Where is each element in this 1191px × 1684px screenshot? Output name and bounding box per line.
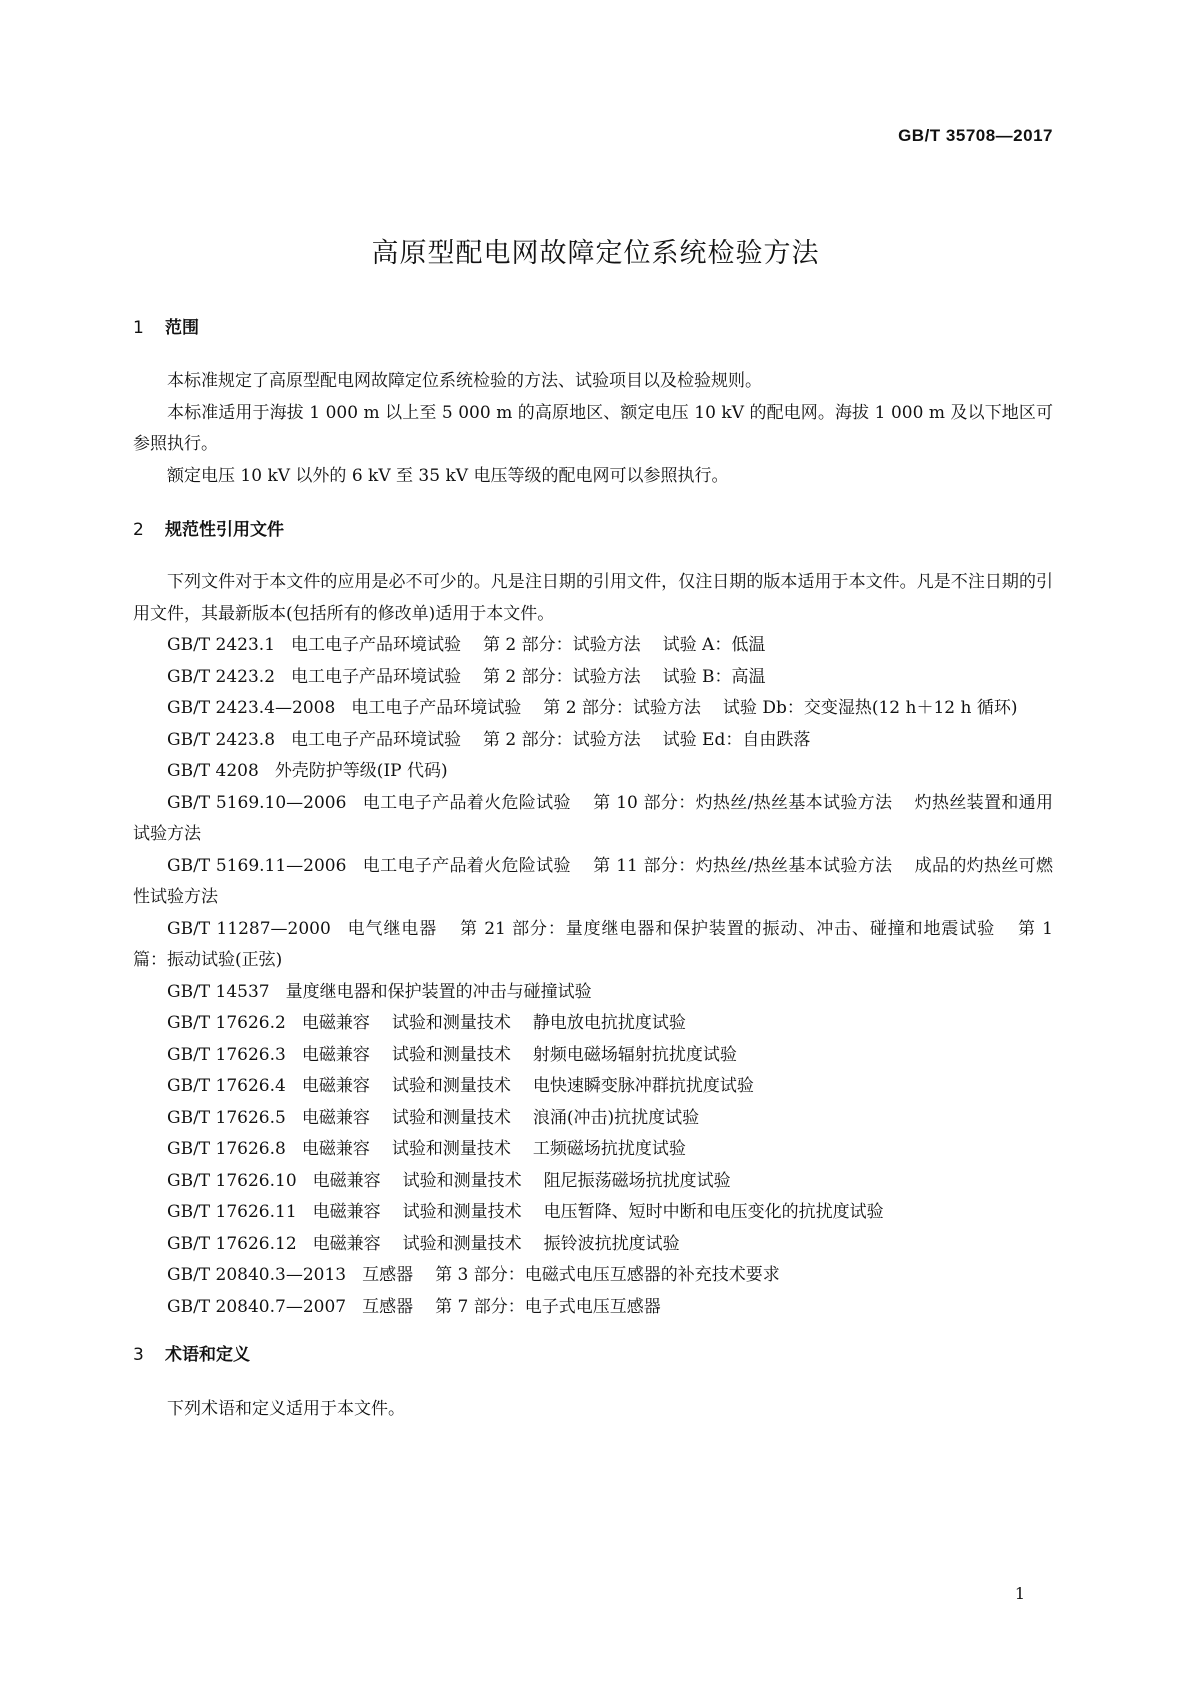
section-1-body <box>133 366 1053 492</box>
reference-title-part: 第 21 部分：量度继电器和保护装置的振动、冲击、碰撞和地震试验 <box>459 918 996 939</box>
reference-title-part: 试验和测量技术 <box>391 1013 511 1033</box>
reference-code: GB/T 17626.4 <box>167 1076 286 1096</box>
reference-title-part: 电磁兼容 <box>301 1107 370 1128</box>
reference-title-part: 试验和测量技术 <box>391 1044 511 1065</box>
reference-title-part: 试验和测量技术 <box>391 1076 511 1096</box>
reference-title-part: 工频磁场抗扰度试验 <box>532 1139 686 1159</box>
reference-code: GB/T 17626.3 <box>167 1044 286 1065</box>
reference-code: GB/T 5169.10—2006 <box>167 792 347 813</box>
reference-title-part: 电工电子产品环境试验 <box>291 666 462 687</box>
reference-item <box>133 1103 1053 1135</box>
reference-title-part: 成品的灼热丝可燃性试验方法 <box>133 855 1054 907</box>
reference-item <box>133 1229 1053 1261</box>
section-title: 规范性引用文件 <box>165 520 284 540</box>
reference-item <box>133 1166 1053 1198</box>
reference-title-part: 试验 Ed：自由跌落 <box>662 729 811 750</box>
reference-title-part: 振铃波抗扰度试验 <box>543 1233 680 1254</box>
reference-code: GB/T 17626.8 <box>167 1139 286 1159</box>
section-2-heading <box>133 515 284 540</box>
reference-item <box>133 756 1053 788</box>
reference-title-part: 电磁兼容 <box>301 1013 370 1033</box>
reference-title-part: 试验和测量技术 <box>402 1202 522 1222</box>
reference-title-part: 电磁兼容 <box>301 1076 370 1096</box>
reference-title-part: 电磁兼容 <box>301 1139 370 1159</box>
reference-item <box>133 1008 1053 1040</box>
section-3-body <box>133 1394 1053 1426</box>
reference-title-part: 第 2 部分：试验方法 <box>483 729 641 750</box>
reference-title-part: 试验 A：低温 <box>662 635 766 655</box>
reference-title-part: 电磁兼容 <box>312 1202 381 1222</box>
reference-title-part: 互感器 <box>362 1265 414 1285</box>
reference-code: GB/T 2423.4—2008 <box>167 698 336 718</box>
reference-title-part: 试验 B：高温 <box>662 666 766 687</box>
reference-list <box>133 630 1053 1323</box>
reference-item <box>133 1134 1053 1166</box>
reference-code: GB/T 5169.11—2006 <box>167 855 347 876</box>
reference-item <box>133 630 1053 662</box>
reference-title-part: 试验和测量技术 <box>391 1139 511 1159</box>
paragraph: 下列术语和定义适用于本文件。 <box>167 1399 405 1419</box>
section-1-heading <box>133 313 199 338</box>
reference-code: GB/T 20840.7—2007 <box>167 1296 347 1317</box>
section-2-body <box>133 567 1053 1323</box>
reference-code: GB/T 14537 <box>167 981 270 1002</box>
section-number: 3 <box>133 1345 144 1365</box>
section-number: 2 <box>133 520 144 540</box>
reference-item <box>133 851 1053 914</box>
reference-title-part: 电磁兼容 <box>312 1170 381 1191</box>
reference-code: GB/T 17626.2 <box>167 1013 286 1033</box>
reference-code: GB/T 2423.1 <box>167 635 276 655</box>
reference-title-part: 电磁兼容 <box>312 1233 381 1254</box>
reference-title-part: 第 11 部分：灼热丝/热丝基本试验方法 <box>592 855 893 876</box>
page-number: 1 <box>1014 1584 1025 1603</box>
reference-title-part: 试验 Db：交变湿热(12 h＋12 h 循环) <box>722 698 1018 718</box>
reference-title-part: 试验和测量技术 <box>391 1107 511 1128</box>
reference-item <box>133 1260 1053 1292</box>
reference-title-part: 电工电子产品着火危险试验 <box>362 855 571 876</box>
reference-item <box>133 1197 1053 1229</box>
document-title: 高原型配电网故障定位系统检验方法 <box>371 238 820 269</box>
reference-title-part: 第 2 部分：试验方法 <box>483 666 641 687</box>
reference-title-part: 灼热丝装置和通用试验方法 <box>133 792 1054 844</box>
reference-title-part: 电压暂降、短时中断和电压变化的抗扰度试验 <box>543 1202 884 1222</box>
section-3-heading <box>133 1340 250 1365</box>
reference-code: GB/T 17626.11 <box>167 1202 297 1222</box>
reference-title-part: 电工电子产品环境试验 <box>291 635 462 655</box>
reference-title-part: 外壳防护等级(IP 代码) <box>274 761 448 781</box>
reference-title-part: 电气继电器 <box>346 918 438 939</box>
reference-code: GB/T 17626.10 <box>167 1170 297 1191</box>
reference-title-part: 电工电子产品环境试验 <box>291 729 462 750</box>
standard-number: GB/T 35708—2017 <box>898 126 1053 145</box>
reference-item <box>133 1040 1053 1072</box>
reference-title-part: 静电放电抗扰度试验 <box>532 1013 686 1033</box>
reference-code: GB/T 4208 <box>167 761 259 781</box>
reference-title-part: 第 3 部分：电磁式电压互感器的补充技术要求 <box>435 1265 780 1285</box>
reference-item <box>133 977 1053 1009</box>
section-title: 范围 <box>165 318 199 338</box>
reference-title-part: 电磁兼容 <box>301 1044 370 1065</box>
reference-title-part: 电工电子产品环境试验 <box>351 698 522 718</box>
reference-title-part: 射频电磁场辐射抗扰度试验 <box>532 1044 737 1065</box>
reference-title-part: 电工电子产品着火危险试验 <box>362 792 571 813</box>
reference-item <box>133 1292 1053 1324</box>
reference-item <box>133 788 1053 851</box>
reference-item <box>133 914 1053 977</box>
reference-title-part: 量度继电器和保护装置的冲击与碰撞试验 <box>285 981 592 1002</box>
reference-item <box>133 1071 1053 1103</box>
section-title: 术语和定义 <box>165 1345 250 1365</box>
reference-title-part: 试验和测量技术 <box>402 1170 522 1191</box>
paragraph: 本标准适用于海拔 1 000 m 以上至 5 000 m 的高原地区、额定电压 10 kV 的配电网。海拔 1 000 m 及以下地区可参照执行。 <box>133 402 1053 454</box>
reference-code: GB/T 20840.3—2013 <box>167 1265 347 1285</box>
reference-title-part: 第 2 部分：试验方法 <box>483 635 641 655</box>
reference-item <box>133 725 1053 757</box>
paragraph: 本标准规定了高原型配电网故障定位系统检验的方法、试验项目以及检验规则。 <box>167 371 762 391</box>
reference-code: GB/T 17626.5 <box>167 1107 286 1128</box>
section-number: 1 <box>133 318 144 338</box>
paragraph: 额定电压 10 kV 以外的 6 kV 至 35 kV 电压等级的配电网可以参照执行。 <box>167 465 729 486</box>
reference-title-part: 第 1 篇：振动试验(正弦) <box>133 918 1053 970</box>
reference-code: GB/T 11287—2000 <box>167 918 331 939</box>
reference-title-part: 电快速瞬变脉冲群抗扰度试验 <box>532 1076 754 1096</box>
reference-code: GB/T 2423.8 <box>167 729 276 750</box>
reference-title-part: 第 7 部分：电子式电压互感器 <box>435 1296 661 1317</box>
reference-title-part: 阻尼振荡磁场抗扰度试验 <box>543 1170 731 1191</box>
reference-item <box>133 693 1053 725</box>
reference-title-part: 互感器 <box>362 1296 414 1317</box>
reference-title-part: 第 2 部分：试验方法 <box>543 698 701 718</box>
reference-item <box>133 662 1053 694</box>
reference-title-part: 试验和测量技术 <box>402 1233 522 1254</box>
reference-title-part: 第 10 部分：灼热丝/热丝基本试验方法 <box>592 792 893 813</box>
reference-code: GB/T 2423.2 <box>167 666 276 687</box>
intro-paragraph: 下列文件对于本文件的应用是必不可少的。凡是注日期的引用文件，仅注日期的版本适用于本文件。凡是不注日期的引用文件，其最新版本(包括所有的修改单)适用于本文件。 <box>133 572 1053 624</box>
reference-title-part: 浪涌(冲击)抗扰度试验 <box>532 1107 700 1128</box>
reference-code: GB/T 17626.12 <box>167 1233 297 1254</box>
